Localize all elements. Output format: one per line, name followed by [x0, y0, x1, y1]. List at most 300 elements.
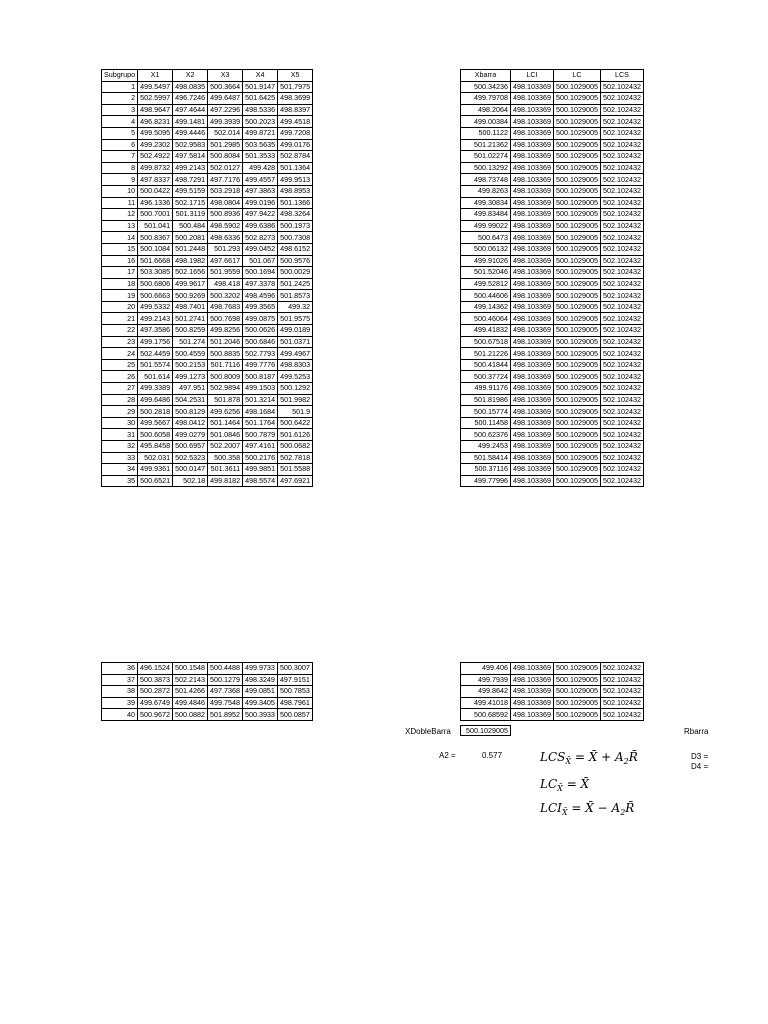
subgroup-number: 23: [102, 336, 138, 348]
column-header: X5: [278, 70, 313, 82]
table-row: [102, 709, 313, 721]
observation-cell: 497.5814: [173, 151, 208, 163]
table-row: [102, 383, 313, 395]
lci-cell: 498.103369: [511, 406, 554, 418]
observation-cell: 499.1756: [138, 336, 173, 348]
lc-cell: 500.1029005: [553, 162, 600, 174]
table-row: [461, 197, 644, 209]
observation-cell: 500.8009: [208, 371, 243, 383]
table-row: [102, 452, 313, 464]
a2-value: 0.577: [482, 751, 503, 760]
xbarra-cell: 499.77996: [461, 475, 511, 487]
observation-cell: 501.3533: [243, 151, 278, 163]
xbarra-cell: 499.8263: [461, 185, 511, 197]
lci-cell: 498.103369: [511, 220, 554, 232]
column-header: Xbarra: [461, 70, 511, 82]
observation-cell: 502.8273: [243, 232, 278, 244]
lci-cell: 498.103369: [511, 127, 554, 139]
lc-cell: 500.1029005: [553, 116, 600, 128]
table-row: [102, 441, 313, 453]
table-row: [461, 278, 644, 290]
observation-cell: 502.4922: [138, 151, 173, 163]
lcs-cell: 502.102432: [600, 255, 643, 267]
subgroup-number: 20: [102, 301, 138, 313]
lc-cell: 500.1029005: [553, 267, 600, 279]
lcs-cell: 502.102432: [600, 325, 643, 337]
control-limits-table-top: [460, 69, 644, 487]
observation-cell: 498.7291: [173, 174, 208, 186]
lci-cell: 498.103369: [511, 174, 554, 186]
table-row: [461, 116, 644, 128]
subgroup-number: 15: [102, 243, 138, 255]
xbarra-cell: 499.79708: [461, 93, 511, 105]
observation-cell: 501.8952: [207, 709, 242, 721]
xbarra-cell: 500.37116: [461, 464, 511, 476]
observation-cell: 499.4518: [278, 116, 313, 128]
lc-cell: 500.1029005: [553, 104, 600, 116]
xbarra-cell: 499.406: [461, 663, 511, 675]
subgroup-number: 2: [102, 93, 138, 105]
subgroup-number: 40: [102, 709, 138, 721]
observation-cell: 498.5902: [208, 220, 243, 232]
observation-cell: 501.1366: [278, 197, 313, 209]
lcs-cell: 502.102432: [600, 278, 643, 290]
observation-cell: 501.3214: [243, 394, 278, 406]
lc-cell: 500.1029005: [553, 151, 600, 163]
table-row: [102, 162, 313, 174]
column-header: X1: [138, 70, 173, 82]
subgroup-number: 30: [102, 417, 138, 429]
observation-cell: 501.9: [278, 406, 313, 418]
subgroup-number: 25: [102, 359, 138, 371]
lci-cell: 498.103369: [511, 197, 554, 209]
lci-cell: 498.103369: [511, 104, 554, 116]
lc-cell: 500.1029005: [553, 174, 600, 186]
observation-cell: 502.5323: [173, 452, 208, 464]
observation-cell: 501.2985: [208, 139, 243, 151]
formula-lc: $LC_{X̄}$ = X̄: [540, 777, 590, 793]
xbarra-cell: 499.8642: [461, 686, 511, 698]
lc-cell: 500.1029005: [553, 464, 600, 476]
subgroup-number: 7: [102, 151, 138, 163]
observation-cell: 497.3378: [243, 278, 278, 290]
observation-cell: 502.9583: [173, 139, 208, 151]
column-header: LCI: [511, 70, 554, 82]
lci-cell: 498.103369: [511, 278, 554, 290]
table-row: [102, 127, 313, 139]
observation-cell: 500.2176: [243, 452, 278, 464]
lc-cell: 500.1029005: [553, 441, 600, 453]
table-row: [102, 81, 313, 93]
table-row: [102, 255, 313, 267]
observation-cell: 496.1336: [138, 197, 173, 209]
subgroup-number: 13: [102, 220, 138, 232]
table-row: [461, 290, 644, 302]
lci-cell: 498.103369: [511, 709, 554, 721]
table-row: [461, 185, 644, 197]
xbarra-cell: 499.00384: [461, 116, 511, 128]
observation-cell: 496.7246: [173, 93, 208, 105]
subgroup-number: 26: [102, 371, 138, 383]
lc-cell: 500.1029005: [553, 255, 600, 267]
xbarra-cell: 500.44606: [461, 290, 511, 302]
lci-cell: 498.103369: [511, 464, 554, 476]
lc-cell: 500.1029005: [553, 232, 600, 244]
xbarra-cell: 501.21362: [461, 139, 511, 151]
lci-cell: 498.103369: [511, 697, 554, 709]
observation-cell: 499.5332: [138, 301, 173, 313]
lcs-cell: 502.102432: [600, 475, 643, 487]
observation-cell: 498.0412: [173, 417, 208, 429]
table-row: [461, 674, 644, 686]
xbarra-cell: 499.52812: [461, 278, 511, 290]
table-row: [102, 185, 313, 197]
observation-cell: 498.0835: [173, 81, 208, 93]
observation-cell: 498.7683: [208, 301, 243, 313]
observation-cell: 502.014: [208, 127, 243, 139]
observation-cell: 503.2918: [208, 185, 243, 197]
table-row: [102, 325, 313, 337]
lc-cell: 500.1029005: [553, 209, 600, 221]
lc-cell: 500.1029005: [553, 429, 600, 441]
observation-cell: 501.1464: [208, 417, 243, 429]
xbarra-cell: 500.34236: [461, 81, 511, 93]
observation-cell: 500.6058: [138, 429, 173, 441]
observation-cell: 500.0029: [278, 267, 313, 279]
lci-cell: 498.103369: [511, 417, 554, 429]
observation-cell: 499.8256: [208, 325, 243, 337]
observation-cell: 501.5588: [278, 464, 313, 476]
lc-cell: 500.1029005: [553, 674, 600, 686]
observation-cell: 502.2143: [172, 674, 207, 686]
observation-cell: 497.3586: [138, 325, 173, 337]
lc-cell: 500.1029005: [553, 406, 600, 418]
lci-cell: 498.103369: [511, 243, 554, 255]
lc-cell: 500.1029005: [553, 197, 600, 209]
table-row: [102, 232, 313, 244]
lci-cell: 498.103369: [511, 348, 554, 360]
observation-cell: 502.1715: [173, 197, 208, 209]
subgroup-number: 33: [102, 452, 138, 464]
subgroup-number: 21: [102, 313, 138, 325]
observation-cell: 500.8936: [208, 209, 243, 221]
observation-cell: 497.3863: [243, 185, 278, 197]
observation-cell: 501.274: [173, 336, 208, 348]
lcs-cell: 502.102432: [600, 127, 643, 139]
xbarra-cell: 498.2064: [461, 104, 511, 116]
table-row: [461, 709, 644, 721]
observation-cell: 500.0626: [243, 325, 278, 337]
table-row: [102, 663, 313, 675]
lcs-cell: 502.102432: [600, 185, 643, 197]
table-row: [102, 220, 313, 232]
lcs-cell: 502.102432: [600, 429, 643, 441]
observation-cell: 502.4459: [138, 348, 173, 360]
table-row: [461, 139, 644, 151]
table-row: [461, 359, 644, 371]
lci-cell: 498.103369: [511, 139, 554, 151]
observation-cell: 500.3664: [208, 81, 243, 93]
lci-cell: 498.103369: [511, 162, 554, 174]
observation-cell: 500.6806: [138, 278, 173, 290]
limits-header-row: [461, 70, 644, 82]
table-row: [461, 697, 644, 709]
observation-cell: 501.1764: [243, 417, 278, 429]
observation-cell: 498.7401: [173, 301, 208, 313]
lcs-cell: 502.102432: [600, 93, 643, 105]
lcs-cell: 502.102432: [600, 243, 643, 255]
lc-cell: 500.1029005: [553, 663, 600, 675]
observation-cell: 501.1364: [278, 162, 313, 174]
subgroup-number: 29: [102, 406, 138, 418]
table-row: [461, 452, 644, 464]
table-row: [461, 255, 644, 267]
table-row: [102, 406, 313, 418]
observation-cell: 499.9361: [138, 464, 173, 476]
table-row: [461, 243, 644, 255]
xbarra-cell: 500.06132: [461, 243, 511, 255]
observation-cell: 502.7793: [243, 348, 278, 360]
table-row: [461, 464, 644, 476]
observation-cell: 502.7818: [278, 452, 313, 464]
lcs-cell: 502.102432: [600, 197, 643, 209]
table-row: [102, 464, 313, 476]
observation-cell: 500.3202: [208, 290, 243, 302]
subgroup-number: 11: [102, 197, 138, 209]
observation-cell: 500.7001: [138, 209, 173, 221]
subgroup-number: 14: [102, 232, 138, 244]
observation-cell: 502.0127: [208, 162, 243, 174]
xdoblebarra-label: XDobleBarra: [405, 727, 451, 736]
observation-cell: 499.32: [278, 301, 313, 313]
xbarra-cell: 499.91026: [461, 255, 511, 267]
d4-label: D4 =: [691, 762, 709, 771]
lc-cell: 500.1029005: [553, 185, 600, 197]
observation-cell: 500.3933: [242, 709, 277, 721]
a2-label: A2 =: [439, 751, 456, 760]
table-row: [102, 93, 313, 105]
observation-cell: 499.0279: [173, 429, 208, 441]
observation-cell: 501.041: [138, 220, 173, 232]
observation-cell: 497.6617: [208, 255, 243, 267]
observation-cell: 499.5095: [138, 127, 173, 139]
observation-cell: 499.3405: [242, 697, 277, 709]
observation-cell: 499.7208: [278, 127, 313, 139]
lcs-cell: 502.102432: [600, 441, 643, 453]
subgroup-number: 39: [102, 697, 138, 709]
table-row: [102, 394, 313, 406]
observation-cell: 501.6425: [243, 93, 278, 105]
observation-cell: 500.358: [208, 452, 243, 464]
observation-cell: 500.0857: [277, 709, 312, 721]
observation-cell: 499.8721: [243, 127, 278, 139]
subgroup-number: 38: [102, 686, 138, 698]
table-row: [102, 429, 313, 441]
lcs-cell: 502.102432: [600, 162, 643, 174]
observation-cell: 500.7853: [277, 686, 312, 698]
subgroup-number: 37: [102, 674, 138, 686]
lcs-cell: 502.102432: [600, 220, 643, 232]
observation-cell: 500.1279: [207, 674, 242, 686]
lc-cell: 500.1029005: [553, 359, 600, 371]
observation-cell: 499.2302: [138, 139, 173, 151]
observation-cell: 498.5336: [243, 104, 278, 116]
xbarra-cell: 501.52046: [461, 267, 511, 279]
xbarra-cell: 499.41018: [461, 697, 511, 709]
lcs-cell: 502.102432: [600, 709, 643, 721]
lci-cell: 498.103369: [511, 674, 554, 686]
table-row: [461, 441, 644, 453]
observation-cell: 499.6256: [208, 406, 243, 418]
observation-cell: 499.9513: [278, 174, 313, 186]
observation-cell: 499.4967: [278, 348, 313, 360]
table-row: [461, 348, 644, 360]
lc-cell: 500.1029005: [553, 686, 600, 698]
subgroup-number: 28: [102, 394, 138, 406]
observation-cell: 500.6422: [278, 417, 313, 429]
xbarra-cell: 501.02274: [461, 151, 511, 163]
table-row: [102, 139, 313, 151]
lcs-cell: 502.102432: [600, 686, 643, 698]
lc-cell: 500.1029005: [553, 417, 600, 429]
lc-cell: 500.1029005: [553, 709, 600, 721]
observation-cell: 500.4488: [207, 663, 242, 675]
lcs-cell: 502.102432: [600, 81, 643, 93]
observation-cell: 500.8835: [208, 348, 243, 360]
lci-cell: 498.103369: [511, 686, 554, 698]
subgroup-number: 19: [102, 290, 138, 302]
xbarra-cell: 500.46064: [461, 313, 511, 325]
column-header: X4: [243, 70, 278, 82]
xbarra-cell: 500.62376: [461, 429, 511, 441]
observation-cell: 500.0882: [172, 709, 207, 721]
observation-cell: 501.7116: [208, 359, 243, 371]
observation-cell: 501.4266: [172, 686, 207, 698]
observation-cell: 500.1548: [172, 663, 207, 675]
xbarra-cell: 501.81986: [461, 394, 511, 406]
observation-cell: 498.8303: [278, 359, 313, 371]
lcs-cell: 502.102432: [600, 417, 643, 429]
table-row: [102, 104, 313, 116]
observation-cell: 500.8367: [138, 232, 173, 244]
lc-cell: 500.1029005: [553, 371, 600, 383]
lc-cell: 500.1029005: [553, 139, 600, 151]
observation-cell: 500.4559: [173, 348, 208, 360]
observation-cell: 500.6957: [173, 441, 208, 453]
lci-cell: 498.103369: [511, 93, 554, 105]
observation-cell: 500.8259: [173, 325, 208, 337]
subgroup-number: 34: [102, 464, 138, 476]
observation-cell: 500.2872: [138, 686, 173, 698]
lcs-cell: 502.102432: [600, 663, 643, 675]
observation-cell: 500.6663: [138, 290, 173, 302]
subgroup-number: 17: [102, 267, 138, 279]
observation-cell: 501.0846: [208, 429, 243, 441]
xbarra-cell: 500.6473: [461, 232, 511, 244]
xbarra-cell: 501.58414: [461, 452, 511, 464]
lc-cell: 500.1029005: [553, 697, 600, 709]
observation-cell: 499.1481: [173, 116, 208, 128]
subgroup-number: 31: [102, 429, 138, 441]
observation-cell: 499.6749: [138, 697, 173, 709]
lcs-cell: 502.102432: [600, 267, 643, 279]
xbarra-cell: 499.30834: [461, 197, 511, 209]
observation-cell: 498.5574: [243, 475, 278, 487]
observation-cell: 500.8187: [243, 371, 278, 383]
observation-cell: 500.9269: [173, 290, 208, 302]
observation-cell: 500.6846: [243, 336, 278, 348]
observations-header-row: [102, 70, 313, 82]
d3-label: D3 =: [691, 752, 709, 761]
observation-cell: 499.5667: [138, 417, 173, 429]
observation-cell: 498.3264: [278, 209, 313, 221]
table-row: [102, 336, 313, 348]
formula-lcs: $LCS_{X̄}$ = X̄ + $A_2R̄$: [540, 750, 638, 766]
xbarra-cell: 500.15774: [461, 406, 511, 418]
table-row: [461, 104, 644, 116]
observation-cell: 497.951: [173, 383, 208, 395]
subgroup-number: 35: [102, 475, 138, 487]
lc-cell: 500.1029005: [553, 127, 600, 139]
observation-cell: 502.18: [173, 475, 208, 487]
observation-cell: 500.1973: [278, 220, 313, 232]
observation-cell: 498.418: [208, 278, 243, 290]
lci-cell: 498.103369: [511, 383, 554, 395]
observation-cell: 499.5253: [278, 371, 313, 383]
lc-cell: 500.1029005: [553, 93, 600, 105]
xbarra-cell: 500.13292: [461, 162, 511, 174]
xbarra-cell: 500.1122: [461, 127, 511, 139]
table-row: [461, 325, 644, 337]
table-row: [461, 267, 644, 279]
lci-cell: 498.103369: [511, 232, 554, 244]
observation-cell: 500.8084: [208, 151, 243, 163]
observation-cell: 501.9559: [208, 267, 243, 279]
observation-cell: 501.5574: [138, 359, 173, 371]
observation-cell: 499.4446: [173, 127, 208, 139]
observation-cell: 499.2143: [138, 313, 173, 325]
table-row: [102, 348, 313, 360]
observation-cell: 501.878: [208, 394, 243, 406]
observation-cell: 500.3007: [277, 663, 312, 675]
xbarra-cell: 500.37724: [461, 371, 511, 383]
lci-cell: 498.103369: [511, 452, 554, 464]
observation-cell: 497.7368: [207, 686, 242, 698]
observation-cell: 498.8953: [278, 185, 313, 197]
lci-cell: 498.103369: [511, 441, 554, 453]
lcs-cell: 502.102432: [600, 406, 643, 418]
xbarra-cell: 499.83484: [461, 209, 511, 221]
observation-cell: 500.0147: [173, 464, 208, 476]
observation-cell: 500.2023: [243, 116, 278, 128]
observation-cell: 500.3873: [138, 674, 173, 686]
xbarra-cell: 500.67518: [461, 336, 511, 348]
observation-cell: 500.1292: [278, 383, 313, 395]
observation-cell: 502.031: [138, 452, 173, 464]
observation-cell: 499.428: [243, 162, 278, 174]
formula-lci: $LCI_{X̄}$ = X̄ − $A_2R̄$: [540, 801, 635, 817]
observation-cell: 499.9733: [242, 663, 277, 675]
observation-cell: 500.1694: [243, 267, 278, 279]
observation-cell: 499.3565: [243, 301, 278, 313]
observation-cell: 499.9617: [173, 278, 208, 290]
observation-cell: 499.0176: [278, 139, 313, 151]
observation-cell: 497.9422: [243, 209, 278, 221]
lc-cell: 500.1029005: [553, 81, 600, 93]
observation-cell: 496.1524: [138, 663, 173, 675]
observation-cell: 499.3389: [138, 383, 173, 395]
lci-cell: 498.103369: [511, 301, 554, 313]
